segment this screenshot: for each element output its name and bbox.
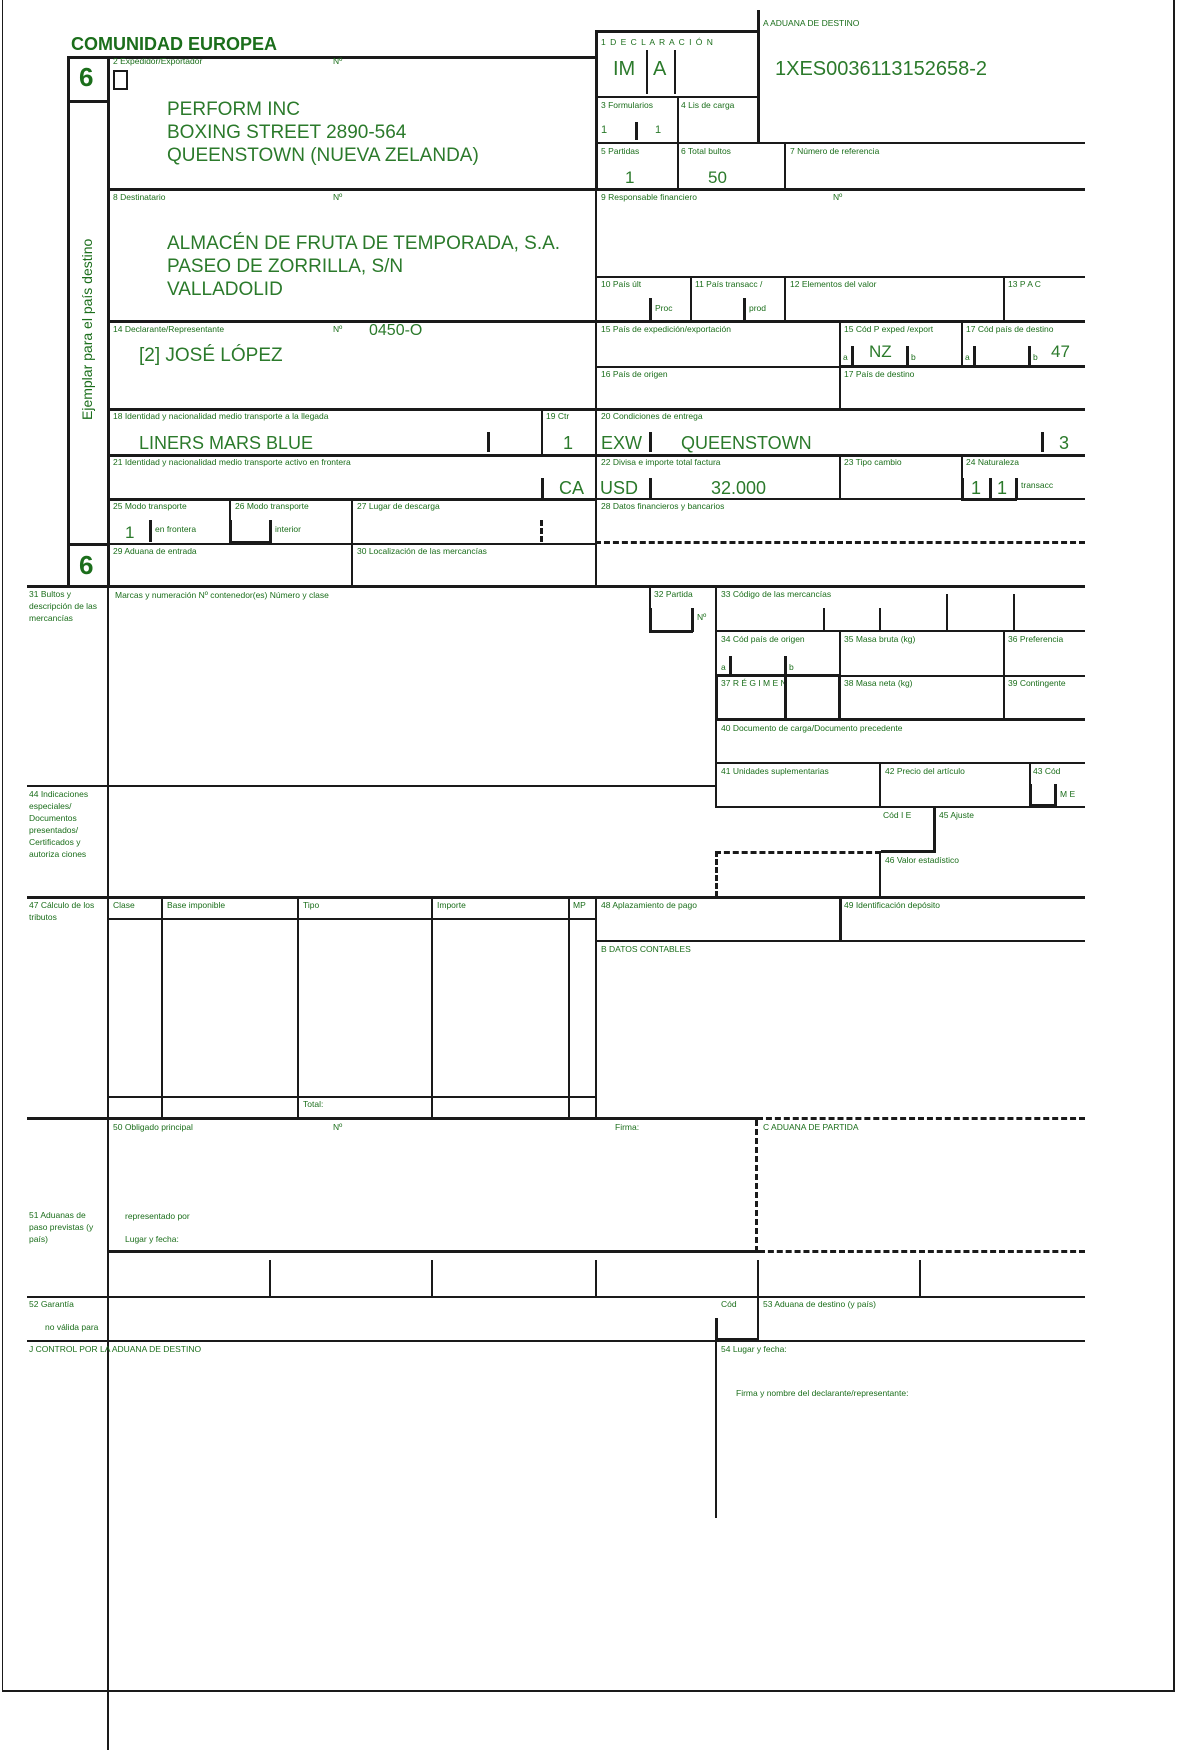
box11-sub: prod [749, 303, 767, 313]
exporter-label: 2 Expedidor/Exportador [113, 56, 203, 66]
box30-label: 30 Localización de las mercancías [357, 546, 487, 556]
box27-label: 27 Lugar de descarga [357, 501, 440, 511]
box10-label: 10 País últ [601, 279, 642, 289]
boxC-label: C ADUANA DE PARTIDA [763, 1122, 859, 1132]
box38-label: 38 Masa neta (kg) [844, 678, 913, 688]
box40-label: 40 Documento de carga/Documento precedente [721, 723, 903, 733]
box22-amount: 32.000 [711, 478, 767, 498]
declarant-no-label: Nº [333, 324, 343, 334]
box47-label: 47 Cálculo de los tributos [29, 900, 95, 922]
box42-label: 42 Precio del artículo [885, 766, 965, 776]
box10-sub: Proc [655, 303, 673, 313]
box41-label: 41 Unidades suplementarias [721, 766, 829, 776]
mrn-number: 1XES0036113152658-2 [775, 58, 988, 80]
box53-label: 53 Aduana de destino (y país) [763, 1299, 876, 1309]
box17c-value: 47 [1051, 342, 1070, 361]
box54-label: 54 Lugar y fecha: [721, 1344, 787, 1354]
box50-rep: representado por [125, 1211, 190, 1221]
box32-sub: Nº [697, 612, 707, 622]
community-title: COMUNIDAD EUROPEA [71, 34, 278, 54]
consignee-line2: PASEO DE ZORRILLA, S/N [167, 256, 404, 277]
box15c-a: a [843, 352, 848, 362]
box54-sign: Firma y nombre del declarante/representante: [736, 1388, 909, 1398]
checkbox [113, 70, 128, 90]
declarant-name: [2] JOSÉ LÓPEZ [139, 345, 283, 366]
box37-label: 37 R É G I M E N [721, 678, 787, 688]
box34-a: a [721, 662, 726, 672]
box47-col2: Base imponible [167, 900, 226, 910]
reference-label: 7 Número de referencia [790, 146, 880, 156]
box47-col1: Clase [113, 900, 135, 910]
box31-marks: Marcas y numeración Nº contenedor(es) Número y clase [115, 590, 329, 600]
box22-currency: USD [600, 478, 639, 498]
consignee-no-label: Nº [333, 192, 343, 202]
box17-label: 17 País de destino [844, 369, 915, 379]
box47-col5: MP [573, 900, 586, 910]
consignee-line1: ALMACÉN DE FRUTA DE TEMPORADA, S.A. [167, 233, 561, 254]
box-a-label: A ADUANA DE DESTINO [763, 18, 860, 28]
box20-incoterm: EXW [601, 433, 643, 453]
box25-sub: en frontera [155, 524, 197, 534]
box43-label: 43 Cód [1033, 766, 1061, 776]
box49-label: 49 Identificación depósito [844, 900, 940, 910]
box19-label: 19 Ctr [546, 411, 570, 421]
box50-no-label: Nº [333, 1122, 343, 1132]
box25-label: 25 Modo transporte [113, 501, 187, 511]
forms-value-b: 1 [655, 124, 662, 136]
box31-label: 31 Bultos y descripción de las mercancías [29, 589, 98, 623]
box28-label: 28 Datos financieros y bancarios [601, 501, 725, 511]
box15c-value: NZ [869, 342, 892, 361]
exporter-line1: PERFORM INC [167, 99, 300, 120]
financial-resp-no-label: Nº [833, 192, 843, 202]
boxJ-label: J CONTROL POR LA ADUANA DE DESTINO [29, 1344, 202, 1354]
box20-label: 20 Condiciones de entrega [601, 411, 703, 421]
box50-place: Lugar y fecha: [125, 1234, 179, 1244]
box24-v2: 1 [997, 478, 1008, 498]
box17c-b: b [1033, 352, 1038, 362]
box46-label: 46 Valor estadístico [885, 855, 960, 865]
box29-label: 29 Aduana de entrada [113, 546, 197, 556]
declarant-number: 0450-O [369, 322, 423, 339]
box26-label: 26 Modo transporte [235, 501, 309, 511]
box12-label: 12 Elementos del valor [790, 279, 877, 289]
packages-value: 50 [708, 168, 727, 187]
box50-firma: Firma: [615, 1122, 640, 1132]
box19-value: 1 [563, 433, 574, 453]
exporter-no-label: Nº [333, 56, 343, 66]
consignee-line3: VALLADOLID [167, 279, 283, 300]
box21-value: CA [559, 478, 585, 498]
items-label: 5 Partidas [601, 146, 640, 156]
declaration-label: 1 D E C L A R A C I Ó N [601, 37, 714, 47]
box16-label: 16 País de origen [601, 369, 668, 379]
declaration-type1: IM [613, 58, 636, 80]
box44c-label: Cód I E [883, 810, 912, 820]
box13-label: 13 P A C [1008, 279, 1041, 289]
forms-value-a: 1 [601, 124, 608, 136]
box34-label: 34 Cód país de origen [721, 634, 805, 644]
box44-label: 44 Indicaciones especiales/ Documentos presentados/ Certificados y autoriza ciones [29, 789, 89, 859]
financial-resp-label: 9 Responsable financiero [601, 192, 697, 202]
box32-label: 32 Partida [654, 589, 693, 599]
packages-label: 6 Total bultos [681, 146, 731, 156]
box22-label: 22 Divisa e importe total factura [601, 457, 721, 467]
box17c-a: a [965, 352, 970, 362]
box23-label: 23 Tipo cambio [844, 457, 902, 467]
box24-sub: transacc [1021, 480, 1054, 490]
box47-total: Total: [303, 1099, 324, 1109]
exporter-line2: BOXING STREET 2890-564 [167, 122, 407, 143]
box18-value: LINERS MARS BLUE [139, 433, 314, 453]
box11-label: 11 País transacc / [695, 279, 763, 289]
box24-v1: 1 [971, 478, 982, 498]
box20-code: 3 [1059, 433, 1070, 453]
box52-cod: Cód [721, 1299, 737, 1309]
box47-col3: Tipo [303, 900, 320, 910]
box47-col4: Importe [437, 900, 466, 910]
box25-value: 1 [125, 523, 135, 542]
customs-form [2, 0, 1175, 1692]
box45-label: 45 Ajuste [939, 810, 974, 820]
box35-label: 35 Masa bruta (kg) [844, 634, 916, 644]
box43-sub: M E [1060, 789, 1076, 799]
side-copy-text: Ejemplar para el país destino [79, 238, 95, 420]
box33-label: 33 Código de las mercancías [721, 589, 832, 599]
box15c-label: 15 Cód P exped /export [844, 324, 934, 334]
box26-sub: interior [275, 524, 301, 534]
box17c-label: 17 Cód país de destino [966, 324, 1054, 334]
exporter-line3: QUEENSTOWN (NUEVA ZELANDA) [167, 145, 479, 166]
box21-label: 21 Identidad y nacionalidad medio transporte activo en frontera [113, 457, 351, 467]
declarant-label: 14 Declarante/Representante [113, 324, 225, 334]
box34-b: b [789, 662, 794, 672]
box52-sub: no válida para [45, 1322, 99, 1332]
box52-label: 52 Garantía [29, 1299, 74, 1309]
forms-label: 3 Formularios [601, 100, 653, 110]
declaration-type2: A [653, 58, 667, 80]
box39-label: 39 Contingente [1008, 678, 1066, 688]
box24-label: 24 Naturaleza [966, 457, 1019, 467]
loading-lists-label: 4 Lis de carga [681, 100, 735, 110]
box36-label: 36 Preferencia [1008, 634, 1064, 644]
box51-label: 51 Aduanas de paso previstas (y país) [29, 1210, 94, 1244]
box20-place: QUEENSTOWN [681, 433, 812, 453]
box15-label: 15 País de expedición/exportación [601, 324, 731, 334]
box15c-b: b [911, 352, 916, 362]
consignee-label: 8 Destinatario [113, 192, 166, 202]
items-value: 1 [625, 168, 635, 187]
box48-label: 48 Aplazamiento de pago [601, 900, 697, 910]
boxB-label: B DATOS CONTABLES [601, 944, 691, 954]
box50-label: 50 Obligado principal [113, 1122, 193, 1132]
copy-number-bottom: 6 [79, 550, 94, 580]
box18-label: 18 Identidad y nacionalidad medio transporte a la llegada [113, 411, 329, 421]
copy-number-top: 6 [79, 62, 94, 92]
